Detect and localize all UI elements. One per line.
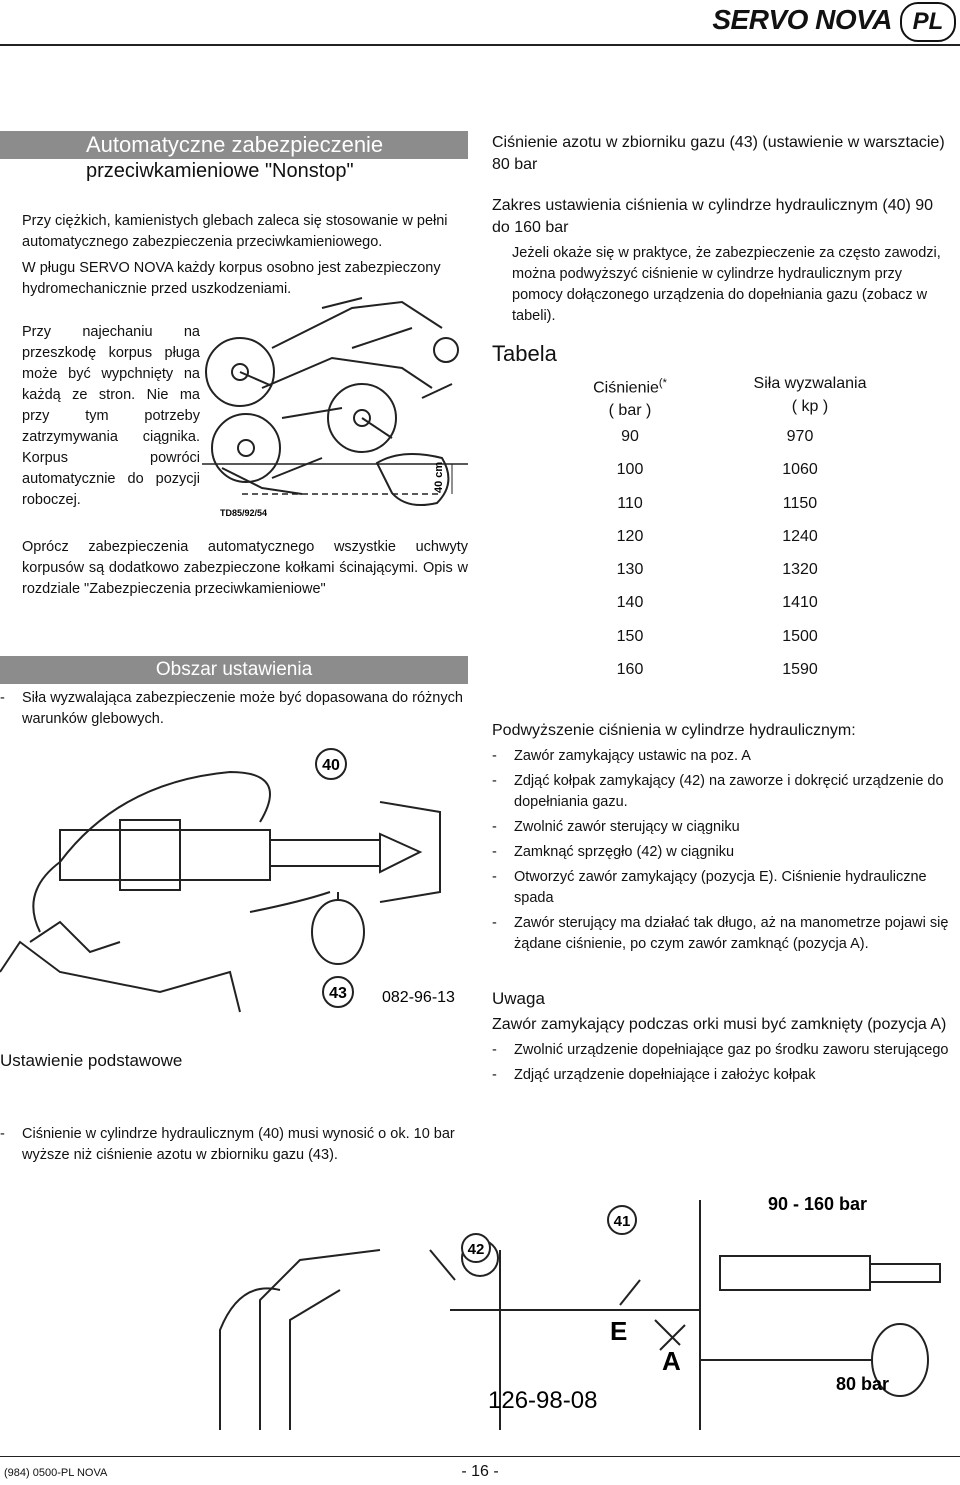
col-force-unit: ( kp ) (791, 398, 829, 415)
range-item: - Siła wyzwalająca zabezpieczenie może być dopasowana do różnych warunków glebowych. (0, 690, 463, 727)
list-item-text: Zwolnić zawór sterujący w ciągniku (514, 819, 740, 835)
table-cell: 90 (621, 428, 639, 445)
plough-figure (202, 288, 468, 520)
list-item: - Zamknąć sprzęgło (42) w ciągniku (492, 844, 735, 860)
label-42: 42 (467, 1241, 485, 1258)
table-row (570, 461, 900, 494)
raise-list (492, 746, 956, 959)
table-cell: 150 (616, 627, 644, 645)
col-force-header (745, 372, 875, 418)
table-row (570, 495, 900, 528)
language-badge: PL (900, 2, 956, 42)
list-item: - Zawór sterujący ma działać tak długo, aż na manometrze pojawi się żądane ciśnienie, po czym zawór zamknąć (pozycja A). (492, 915, 949, 952)
label-A: A (662, 1346, 681, 1376)
table-cell: 100 (616, 461, 644, 479)
table-row (570, 594, 900, 627)
table-cell: 970 (786, 428, 814, 445)
return-text: Korpus powróci automatycznie do pozycji roboczej. (22, 450, 200, 508)
list-item-text: Otworzyć zawór zamykający (pozycja E). Ciśnienie hydrauliczne spada (514, 869, 927, 906)
depth-label: 40 cm (433, 461, 445, 493)
table-cell: 1500 (782, 627, 818, 645)
gas-pressure-label: 80 bar (836, 1374, 890, 1394)
section-title: Automatyczne zabezpieczenie (86, 132, 384, 157)
table-row (570, 661, 900, 694)
basic-item: - Ciśnienie w cylindrze hydraulicznym (40) musi wynosić o ok. 10 bar wyższe niż ciśnienie azotu w zbiorniku gazu (43). (0, 1126, 455, 1163)
servo-paragraph: W pługu SERVO NOVA każdy korpus osobno jest zabezpieczony hydromechanicznie przed uszkodzeniami. (22, 260, 441, 297)
col-pressure-label: Ciśnienie (593, 379, 659, 397)
label-40: 40 (322, 757, 340, 774)
table-cell: 110 (617, 494, 643, 512)
table-row (570, 428, 900, 461)
raise-title: Podwyższenie ciśnienia w cylindrze hydraulicznym: (492, 722, 856, 739)
label-41: 41 (613, 1213, 631, 1230)
cylinder-figure (0, 742, 468, 1022)
list-item: - Zwolnić zawór sterujący w ciągniku (492, 819, 740, 835)
header-rule (0, 44, 960, 46)
table-title: Tabela (492, 341, 557, 366)
list-item: - Zdjąć urządzenie dopełniające i założyc kołpak (492, 1067, 816, 1083)
list-item: - Zawór zamykający ustawic na poz. A (492, 748, 751, 764)
section-title-bar (0, 131, 468, 159)
label-E: E (610, 1316, 628, 1346)
table-row (570, 528, 900, 561)
table-cell: 130 (616, 561, 644, 579)
table-cell: 1590 (782, 661, 818, 679)
pressure-table (570, 428, 900, 694)
table-cell: 1060 (782, 461, 818, 479)
table-cell: 1240 (782, 527, 818, 545)
obstacle-text: Przy najechaniu na przeszkodę korpus pługa może być wypchnięty na każdą ze stron. Nie ma przy tym potrzeby zatrzymywania ciągnika. (22, 324, 200, 445)
list-item-text: Zdjąć urządzenie dopełniające i założyc kołpak (514, 1067, 816, 1083)
setting-range-heading: Zakres ustawienia ciśnienia w cylindrze hydraulicznym (40) 90 do 160 bar (492, 197, 934, 236)
section-subtitle: przeciwkamieniowe "Nonstop" (86, 160, 354, 182)
col-pressure-header (570, 372, 690, 422)
list-item: - Zwolnić urządzenie dopełniające gaz po środku zaworu sterującego (492, 1042, 949, 1058)
page-number: - 16 - (461, 1463, 499, 1480)
note-subtitle: Zawór zamykający podczas orki musi być zamknięty (pozycja A) (492, 1016, 947, 1033)
table-cell: 140 (616, 594, 644, 612)
footer-rule (0, 1456, 960, 1457)
table-cell: 120 (616, 527, 644, 545)
intro-paragraph: Przy ciężkich, kamienistych glebach zaleca się stosowanie w pełni automatycznego zabezpieczenia przeciwkamieniowego. (22, 213, 448, 250)
table-cell: 1320 (782, 561, 818, 579)
table-row (570, 628, 900, 661)
figure-code-3: 126-98-08 (488, 1387, 598, 1414)
table-cell: 1410 (782, 594, 818, 612)
note-list (492, 1040, 956, 1090)
range-item-text: Siła wyzwalająca zabezpieczenie może być dopasowana do różnych warunków glebowych. (22, 690, 463, 727)
col-pressure-unit: ( bar ) (608, 402, 652, 420)
table-row (570, 561, 900, 594)
basic-item-text: Ciśnienie w cylindrze hydraulicznym (40) musi wynosić o ok. 10 bar wyższe niż ciśnienie azotu w zbiorniku gazu (43). (22, 1126, 455, 1163)
col-pressure-footnote: (* (658, 377, 667, 389)
table-cell: 1150 (782, 494, 818, 512)
list-item-text: Zawór zamykający ustawic na poz. A (514, 748, 751, 764)
note-title: Uwaga (492, 989, 545, 1008)
range-title-bar (0, 656, 468, 684)
nitrogen-pressure-heading: Ciśnienie azotu w zbiorniku gazu (43) (ustawienie w warsztacie) 80 bar (492, 134, 945, 173)
label-43: 43 (329, 985, 347, 1002)
figure-code-1: TD85/92/54 (220, 508, 268, 518)
pressure-range-label: 90 - 160 bar (768, 1194, 868, 1214)
shear-bolt-paragraph: Oprócz zabezpieczenia automatycznego wszystkie uchwyty korpusów są dodatkowo zabezpieczone kołkami ścinającymi. Opis w rozdziale "Zabezpieczenia przeciwkamieniowe" (22, 539, 468, 597)
table-cell: 160 (616, 661, 644, 679)
filling-diagram (200, 1180, 960, 1430)
list-item: - Zdjąć kołpak zamykający (42) na zaworze i dokręcić urządzenie do dopełniania gazu. (492, 773, 944, 810)
list-item-text: Zamknąć sprzęgło (42) w ciągniku (514, 844, 735, 860)
list-item: - Otworzyć zawór zamykający (pozycja E). Ciśnienie hydrauliczne spada (492, 869, 927, 906)
list-item-text: Zwolnić urządzenie dopełniające gaz po środku zaworu sterującego (514, 1042, 949, 1058)
doc-code: (984) 0500-PL NOVA (4, 1467, 108, 1479)
range-title: Obszar ustawienia (155, 659, 313, 680)
col-force-label: Siła wyzwalania (753, 375, 867, 392)
raise-info-paragraph: Jeżeli okaże się w praktyce, że zabezpieczenie za często zawodzi, można podwyższyć ciśnienie w cylindrze hydraulicznym przy pomocy dołączonego urządzenia do dopełniania gazu (zobacz w tabeli). (512, 245, 941, 324)
figure-code-2: 082-96-13 (382, 989, 455, 1006)
brand-title: SERVO NOVA (712, 4, 892, 35)
obstacle-paragraph (22, 322, 200, 511)
basic-title: Ustawienie podstawowe (0, 1051, 183, 1070)
list-item-text: Zdjąć kołpak zamykający (42) na zaworze i dokręcić urządzenie do dopełniania gazu. (514, 773, 944, 810)
list-item-text: Zawór sterujący ma działać tak długo, aż na manometrze pojawi się żądane ciśnienie, po czym zawór zamknąć (pozycja A). (514, 915, 949, 952)
